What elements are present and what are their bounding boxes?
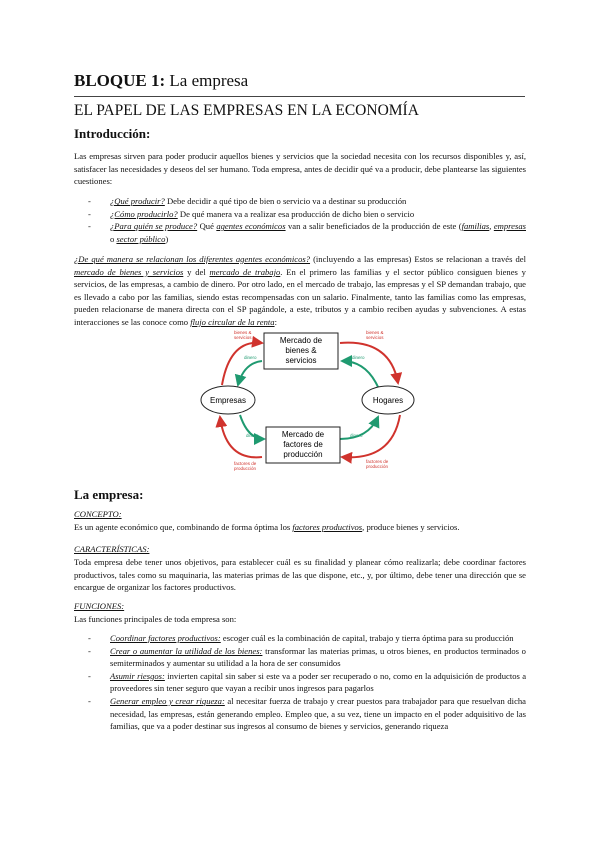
money-tag-bottom-right: dinero (350, 433, 363, 438)
block-topic: La empresa (169, 71, 249, 90)
answer-text: Qué (197, 221, 217, 232)
factors-tag-bottom-left: producción (234, 466, 257, 471)
question-what: ¿Qué producir? (110, 196, 165, 206)
function-name: Coordinar factores productivos: (110, 633, 221, 643)
answer-how: De qué manera va a realizar esa producción de dicho bien o servicio (177, 208, 415, 219)
money-flow-arrow-top-left (238, 361, 262, 385)
company-heading: La empresa: (74, 487, 144, 502)
title-divider (74, 96, 525, 97)
list-item: - ¿Qué producir? Debe decidir a qué tipo de bien o servicio va a destinar su producción (88, 196, 407, 206)
goods-flow-arrow-top-left (222, 343, 262, 385)
circular-flow-diagram (200, 327, 420, 472)
list-item: - ¿Cómo producirlo? De qué manera va a realizar esa producción de dicho bien o servicio (88, 208, 415, 219)
goods-market-term: mercado de bienes y servicios (74, 266, 184, 277)
characteristics-text: Toda empresa debe tener unos objetivos, para establecer cuál es su finalidad y planear cómo realizarla; debe coordinar factores productivos, tales como su maquinaria, las materias primas de las que dispone, etc., y, por último, debe tener una dirección que se encargue de organizar los factores productivos. (74, 557, 526, 593)
function-name: Generar empleo y crear riqueza: (110, 695, 225, 706)
goods-market-label: bienes & (285, 346, 317, 355)
para-text: y del (183, 266, 210, 277)
companies-term: empresas (493, 221, 526, 232)
function-desc: invierten capital sin saber si este va a poder ser recuperado o no, como en la adquisición de productos a proveedores sin tener seguro que vayan a recibir unos ingresos para pagarlos (110, 670, 527, 694)
goods-market-label: servicios (285, 356, 317, 365)
function-name: Asumir riesgos: (110, 670, 165, 681)
block-title (74, 71, 248, 91)
function-desc: escoger cuál es la combinación de capital, trabajo y tierra óptima para su producción (220, 633, 514, 643)
money-flow-arrow-top-right (342, 361, 378, 387)
goods-market-label: Mercado de (279, 336, 323, 345)
factors-tag-bottom-right: factores de (366, 459, 389, 464)
concept-label: CONCEPTO: (74, 509, 122, 519)
list-item: - ¿Para quién se produce? Qué agentes económicos van a salir beneficiados de la producción de este (familias, empresas o sector público) (88, 221, 526, 244)
intro-heading: Introducción: (74, 126, 151, 141)
closing-paren: ) (165, 233, 169, 244)
goods-flow-arrow-top-right (340, 343, 398, 383)
firms-label: Empresas (209, 396, 247, 405)
question-how: ¿Cómo producirlo? (110, 208, 178, 219)
goods-tag-top-left: servicios (234, 335, 252, 340)
agents-link: agentes económicos (216, 221, 286, 232)
para-text: . En el primero las familias y el sector público consiguen bienes y servicios, de las empresas, a cambio de dinero. Por otro lado, en el mercado de trabajo, las empresas y el SP demandan trabajo, que es llevado a cabo por las familias, siendo estas recompensadas con un salario. Finalmente, tanto las familias como las empresas, pueden relacionarse de manera directa con el SP pagándole, a este, tributos y a cambio reciben ayudas y subvenciones. A estas interacciones se las conoce como (74, 266, 526, 327)
questions-list (88, 195, 526, 245)
para-text: (incluyendo a las empresas) Estos se relacionan a través del (310, 254, 526, 264)
separator: , (489, 221, 494, 232)
money-tag-top-left: dinero (244, 355, 257, 360)
households-label: Hogares (372, 396, 404, 405)
productive-factors-term: factores productivos (292, 522, 363, 532)
factors-market-label: Mercado de (281, 430, 325, 439)
money-tag-top-right: dinero (352, 355, 365, 360)
list-item: - Coordinar factores productivos: escoger cuál es la combinación de capital, trabajo y tierra óptima para su producción (88, 633, 514, 643)
functions-intro: Las funciones principales de toda empresa son: (74, 614, 237, 624)
function-desc: al necesitar fuerza de trabajo y crear puestos para trabajador para que resuelvan dicha necesidad, las empresas, están generando empleo. Empleo que, a su vez, tiene un impacto en el poder adquisitivo de las familias, que va a poder destinar sus ingresos al consumo de bienes y servicios, generando riqueza (110, 695, 526, 732)
concept-text (74, 521, 526, 534)
separator: o (110, 233, 117, 244)
para-text: , produce bienes y servicios. (362, 522, 460, 532)
question-for-whom: ¿Para quién se produce? (110, 221, 198, 232)
public-sector-term: sector público (116, 233, 166, 244)
goods-tag-top-left: bienes & (234, 330, 252, 335)
factors-market-label: factores de (283, 440, 323, 449)
answer-text: van a salir beneficiados de la producción de este ( (285, 221, 462, 232)
goods-tag-top-right: servicios (366, 335, 384, 340)
functions-list (88, 632, 526, 733)
list-item: - Generar empleo y crear riqueza: al necesitar fuerza de trabajo y crear puestos para trabajador para que resuelvan dicha necesidad, las empresas, están generando empleo. Empleo que, a su vez, tiene un impacto en el poder adquisitivo de las familias, que va a poder destinar sus ingresos al consumo de bienes y servicios, generando riqueza (88, 695, 526, 732)
para-text: Es un agente económico que, combinando de forma óptima los (74, 522, 293, 532)
function-desc: transformar las materias primas, u otros bienes, en productos terminados o semiterminados y aumentar su utilidad a la hora de ser consumidos (110, 645, 526, 669)
answer-what: Debe decidir a qué tipo de bien o servicio va a destinar su producción (164, 196, 407, 206)
money-tag-bottom-left: dinero (246, 433, 259, 438)
factors-tag-bottom-left: factores de (234, 461, 257, 466)
relations-paragraph (74, 253, 526, 329)
para-text: : (274, 316, 277, 327)
block-label: BLOQUE 1: (74, 71, 166, 90)
intro-paragraph: Las empresas sirven para poder producir aquellos bienes y servicios que la sociedad necesita con los recursos disponibles y, así, satisfacer las necesidades y deseos del ser humano. Toda empresa, antes de decidir qué va a producir, debe plantearse las siguientes cuestiones: (74, 151, 526, 187)
labor-market-term: mercado de trabajo (209, 266, 281, 277)
relations-question: ¿De qué manera se relacionan los diferentes agentes económicos? (74, 254, 311, 264)
page-title: EL PAPEL DE LAS EMPRESAS EN LA ECONOMÍA (74, 102, 419, 119)
circular-flow-term: flujo circular de la renta (190, 316, 275, 327)
list-item: - Crear o aumentar la utilidad de los bienes: transformar las materias primas, u otros bienes, en productos terminados o semiterminados y aumentar su utilidad a la hora de ser consumidos (88, 645, 526, 669)
list-item: - Asumir riesgos: invierten capital sin saber si este va a poder ser recuperado o no, como en la adquisición de productos a proveedores sin tener seguro que vayan a recibir unos ingresos para pagarlos (88, 670, 527, 694)
factors-tag-bottom-right: producción (366, 464, 389, 469)
characteristics-label: CARACTERÍSTICAS: (74, 544, 150, 554)
goods-tag-top-right: bienes & (366, 330, 384, 335)
families-term: familias (461, 221, 490, 232)
function-name: Crear o aumentar la utilidad de los bienes: (110, 645, 263, 656)
factors-market-label: producción (283, 450, 323, 459)
functions-label: FUNCIONES: (74, 601, 125, 611)
